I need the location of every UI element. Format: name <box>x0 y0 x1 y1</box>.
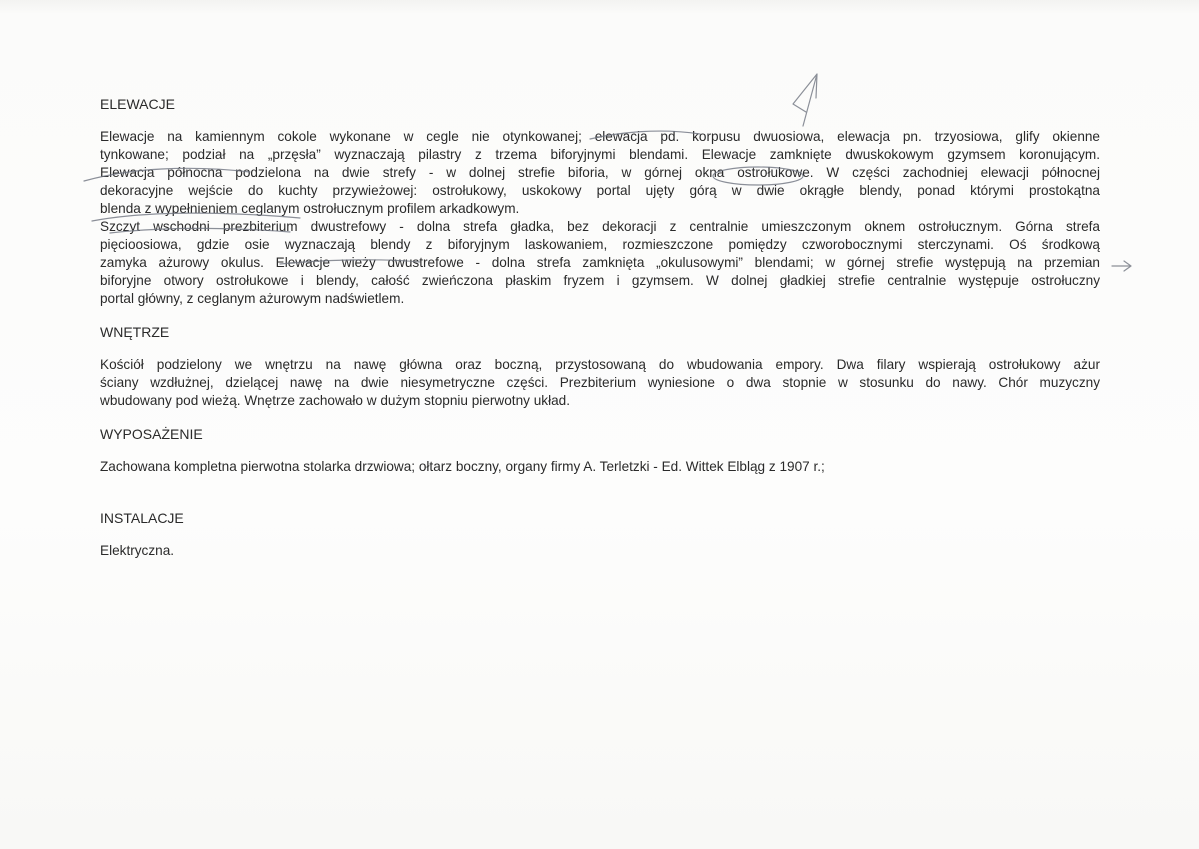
text-line: dekoracyjne wejście do kuchty przywieżowej: ostrołukowy, uskokowy portal ujęty górą w dwie okrągłe blendy, ponad którymi prostokątna <box>100 183 1100 198</box>
section-heading: WNĘTRZE <box>100 324 170 340</box>
section-paragraph <box>100 356 1100 410</box>
text-line: Szczyt wschodni prezbiterium dwustrefowy - dolna strefa gładka, bez dekoracji z centralnie umieszczonym oknem ostrołucznym. Górna strefa <box>100 219 1100 234</box>
text-line: Zachowana kompletna pierwotna stolarka drzwiowa; ołtarz boczny, organy firmy A. Terletzki - Ed. Wittek Elbląg z 1907 r.; <box>100 459 825 474</box>
text-line: Elektryczna. <box>100 543 175 558</box>
document-body <box>100 95 1100 560</box>
section-paragraph <box>100 128 1100 308</box>
text-line: blenda z wypełnieniem ceglanym ostrołucznym profilem arkadkowym. <box>100 201 520 216</box>
section-heading: WYPOSAŻENIE <box>100 426 203 442</box>
section-elewacje <box>100 95 1100 308</box>
text-line: zamyka ażurowy okulus. Elewacje wieży dwustrefowe - dolna strefa zamknięta „okulusowymi” blendami; w górnej strefie występują na przemian <box>100 255 1100 270</box>
text-line: Elewacje na kamiennym cokole wykonane w cegle nie otynkowanej; elewacja pd. korpusu dwuosiowa, elewacja pn. trzyosiowa, glify okienne <box>100 129 1100 144</box>
text-line: portal główny, z ceglanym ażurowym nadświetlem. <box>100 291 405 306</box>
text-line: tynkowane; podział na „przęsła” wyznaczają pilastry z trzema biforyjnymi blendami. Elewacje zamknięte dwuskokowym gzymsem koronującym. <box>100 147 1100 162</box>
section-paragraph <box>100 458 1100 476</box>
section-instalacje <box>100 509 1100 560</box>
section-heading: INSTALACJE <box>100 510 184 526</box>
text-line: Elewacja północna podzielona na dwie strefy - w dolnej strefie biforia, w górnej okna ostrołukowe. W części zachodniej elewacji północnej <box>100 165 1100 180</box>
text-line: pięcioosiowa, gdzie osie wyznaczają blendy z biforyjnym laskowaniem, rozmieszczone pomiędzy czworobocznymi sterczynami. Oś środkową <box>100 237 1100 252</box>
section-wnetrze <box>100 323 1100 410</box>
section-paragraph <box>100 542 1100 560</box>
text-line: Kościół podzielony we wnętrzu na nawę główna oraz boczną, przystosowaną do wbudowania empory. Dwa filary wspierają ostrołukowy ażur <box>100 357 1100 372</box>
text-line: biforyjne otwory ostrołukowe i blendy, całość zwieńczona płaskim fryzem i gzymsem. W dolnej gładkiej strefie centralnie występuje ostrołuczny <box>100 273 1100 288</box>
section-wyposazenie <box>100 425 1100 476</box>
text-line: wbudowany pod wieżą. Wnętrze zachowało w dużym stopniu pierwotny układ. <box>100 393 570 408</box>
pencil-margin-arrow-icon <box>1112 261 1131 271</box>
section-heading: ELEWACJE <box>100 96 175 112</box>
text-line: ściany wzdłużnej, dzielącej nawę na dwie niesymetryczne części. Prezbiterium wyniesione o dwa stopnie w stosunku do nawy. Chór muzyczny <box>100 375 1100 390</box>
